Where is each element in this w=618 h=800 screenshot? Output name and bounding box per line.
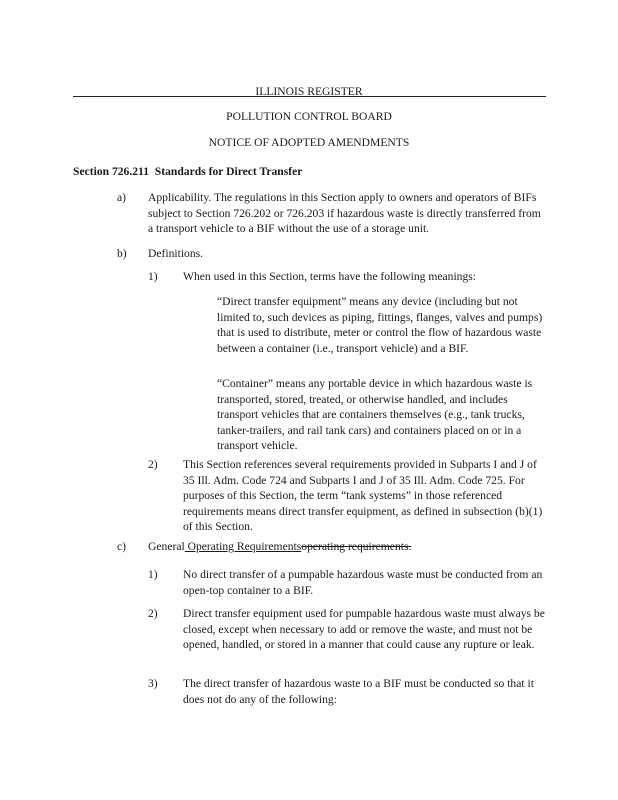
c-text: General <box>148 540 185 553</box>
label-b1: 1) <box>148 270 158 283</box>
definition-direct-transfer-equipment: “Direct transfer equipment” means any device (including but not limited to, such devices as piping, fittings, flanges, valves and pumps) that is used to distribute, meter or control the flow of hazardous waste between a container (i.e., transport vehicle) and a BIF. <box>217 295 543 355</box>
register-header: ILLINOIS REGISTER <box>255 85 363 98</box>
c-added-text: Operating Requirements <box>184 540 302 553</box>
paragraph-c1: No direct transfer of a pumpable hazardous waste must be conducted from an open-top container to a BIF. <box>183 568 543 597</box>
label-c1: 1) <box>148 568 158 581</box>
paragraph-c <box>148 539 411 555</box>
c-struck-text: operating requirements. <box>301 540 412 553</box>
header-rule <box>73 96 546 97</box>
section-title: Section 726.211 Standards for Direct Transfer <box>73 165 303 178</box>
paragraph-a: Applicability. The regulations in this Section apply to owners and operators of BIFs subject to Section 726.202 or 726.203 if hazardous waste is directly transferred from a transport vehicle to a BIF without the use of a storage unit. <box>148 191 541 236</box>
label-b: b) <box>117 247 127 260</box>
label-c3: 3) <box>148 677 158 690</box>
paragraph-b: Definitions. <box>148 247 204 260</box>
label-b2: 2) <box>148 458 158 471</box>
paragraph-b2: This Section references several requirements provided in Subparts I and J of 35 Ill. Adm. Code 724 and Subparts I and J of 35 Ill. Adm. Code 725. For purposes of this Section, the term “tank systems” in those referenced requirements means direct transfer equipment, as defined in subsection (b)(1) of this Section. <box>183 458 543 534</box>
paragraph-c2: Direct transfer equipment used for pumpable hazardous waste must always be closed, except when necessary to add or remove the waste, and must not be opened, handled, or stored in a manner that could cause any rupture or leak. <box>183 607 545 652</box>
notice-title: NOTICE OF ADOPTED AMENDMENTS <box>208 136 410 149</box>
board-name: POLLUTION CONTROL BOARD <box>226 110 392 123</box>
label-c: c) <box>117 540 127 553</box>
paragraph-c3: The direct transfer of hazardous waste to a BIF must be conducted so that it does not do any of the following: <box>183 677 534 706</box>
label-a: a) <box>117 191 127 204</box>
definition-container: “Container” means any portable device in which hazardous waste is transported, stored, treated, or otherwise handled, and includes transport vehicles that are containers themselves (e.g., tank trucks, tanker-trailers, and rail tank cars) and containers placed on or in a transport vehicle. <box>217 377 533 453</box>
label-c2: 2) <box>148 607 158 620</box>
paragraph-b1: When used in this Section, terms have the following meanings: <box>183 270 477 283</box>
